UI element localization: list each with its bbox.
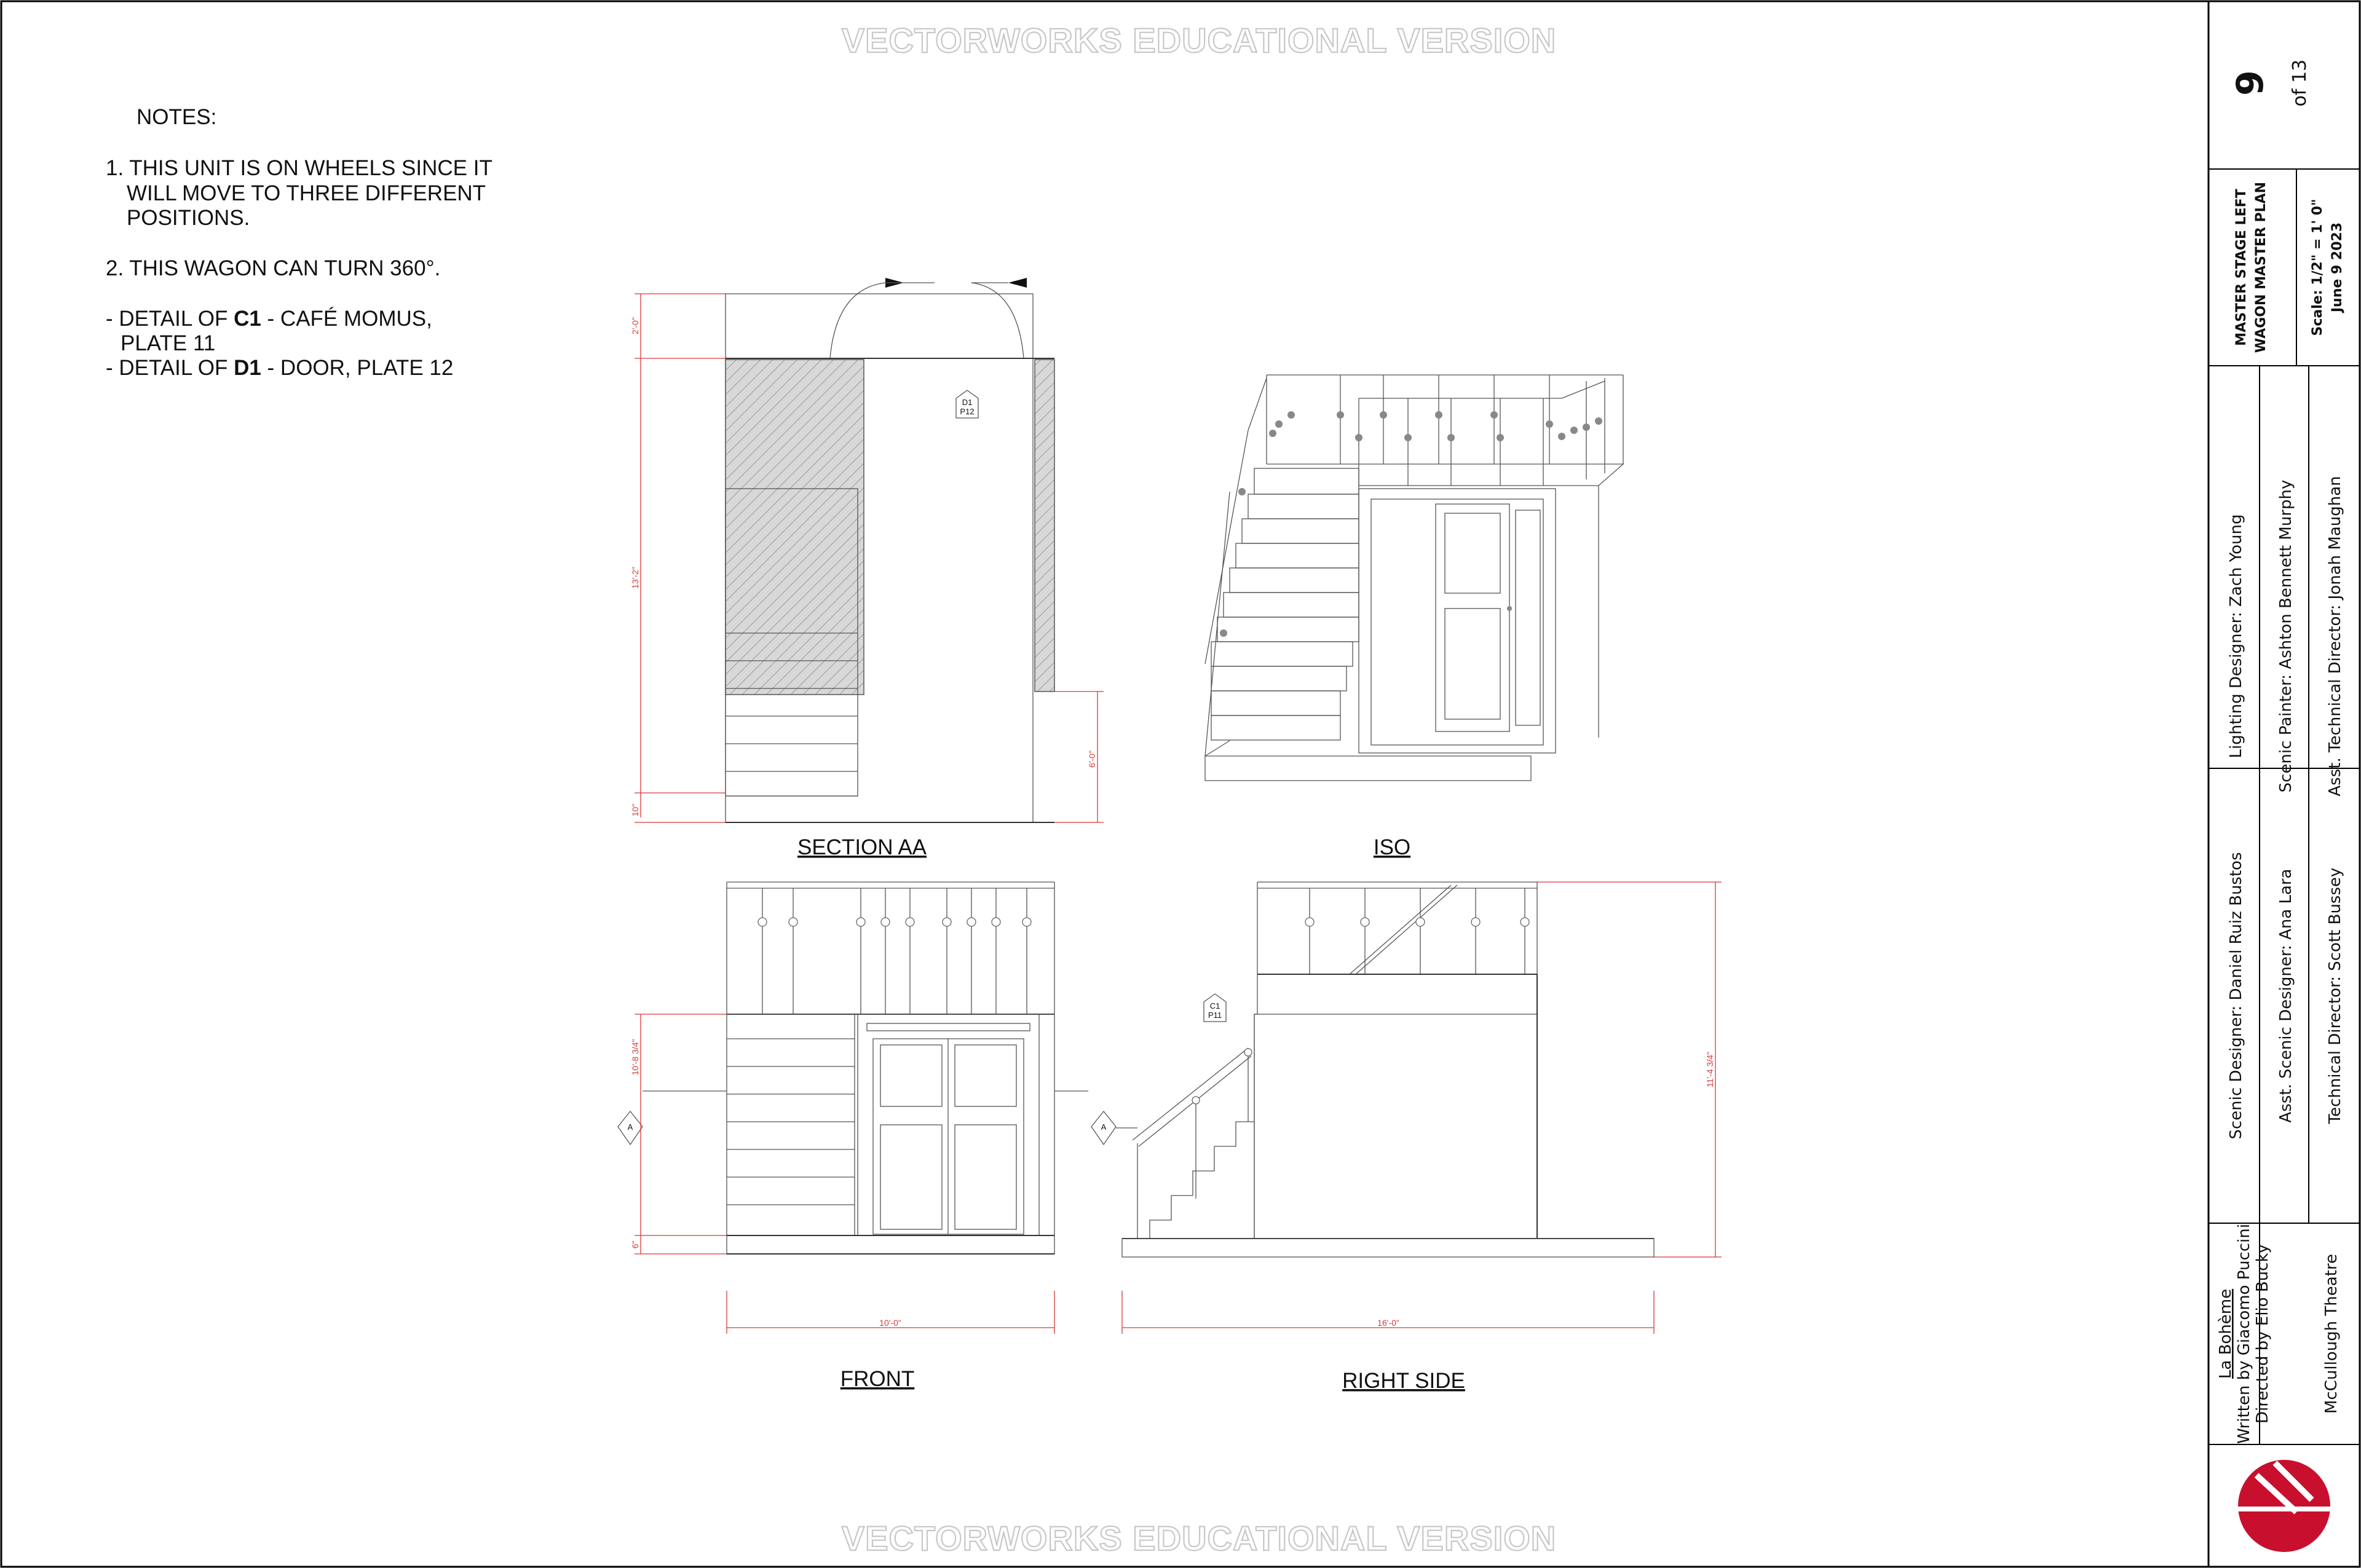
- swing-arrow-right: [1008, 278, 1027, 288]
- sheet-border: [1, 1, 2360, 1567]
- show-title: La Bohème: [2217, 1288, 2235, 1379]
- section-marker-a-right-label: A: [1101, 1122, 1107, 1132]
- right-side-view: [1091, 882, 1722, 1334]
- note-2: 2. THIS WAGON CAN TURN 360°.: [106, 256, 441, 280]
- section-wall-right: [1035, 360, 1054, 691]
- sheet-scale: Scale: 1/2" = 1' 0": [2310, 199, 2325, 336]
- tag-c1-code: C1: [1209, 1001, 1220, 1011]
- detail-d1: - DETAIL OF D1 - DOOR, PLATE 12: [106, 356, 454, 380]
- section-wall-left: [726, 360, 864, 695]
- notes-heading: NOTES:: [136, 105, 217, 129]
- sheet-title-line-2: WAGON MASTER PLAN: [2253, 181, 2269, 353]
- section-aa-view: [630, 278, 1104, 822]
- sheet-title-line-1: MASTER STAGE LEFT: [2234, 189, 2249, 346]
- watermark-bottom: VECTORWORKS EDUCATIONAL VERSION: [841, 1519, 1557, 1558]
- detail-c1: - DETAIL OF C1 - CAFÉ MOMUS,: [106, 307, 432, 331]
- tag-d1-code: D1: [962, 398, 973, 407]
- note-1-line-3: POSITIONS.: [127, 206, 250, 230]
- show-directed-by: Directed by Elio Bucky: [2253, 1244, 2272, 1424]
- front-view: [618, 882, 1088, 1334]
- dim-right-height: 11'-4 3/4": [1705, 1052, 1715, 1087]
- iso-view: [1205, 375, 1623, 781]
- label-iso: ISO: [1373, 835, 1411, 859]
- dim-front-base: 6": [630, 1240, 640, 1249]
- dim-right-width: 16'-0": [1377, 1318, 1399, 1328]
- notes-block: [106, 105, 492, 380]
- dim-section-mid: 13'-2": [630, 567, 640, 589]
- dim-section-bottom: 10": [630, 803, 640, 817]
- note-1-line-1: 1. THIS UNIT IS ON WHEELS SINCE IT: [106, 156, 492, 180]
- title-block: [2209, 1, 2360, 1567]
- tag-d1-plate: P12: [960, 407, 975, 416]
- detail-c1-line-2: PLATE 11: [121, 331, 216, 355]
- note-1-line-2: WILL MOVE TO THREE DIFFERENT: [127, 181, 486, 205]
- label-front: FRONT: [840, 1367, 915, 1391]
- sheet-total: of 13: [2289, 59, 2311, 107]
- venue: McCullough Theatre: [2322, 1253, 2341, 1414]
- sheet-number: 9: [2229, 70, 2272, 96]
- section-marker-a-left-label: A: [627, 1122, 633, 1132]
- label-section-aa: SECTION AA: [797, 835, 927, 859]
- sheet-date: June 9 2023: [2330, 222, 2345, 313]
- scenic-designer: Scenic Designer: Daniel Ruiz Bustos: [2227, 852, 2245, 1140]
- dim-section-right: 6'-0": [1087, 751, 1097, 768]
- asst-scenic-designer: Asst. Scenic Designer: Ana Lara: [2277, 869, 2295, 1123]
- tag-c1-plate: P11: [1208, 1011, 1222, 1020]
- watermark-top: VECTORWORKS EDUCATIONAL VERSION: [841, 21, 1557, 60]
- dim-front-width: 10'-0": [879, 1318, 901, 1328]
- asst-technical-director: Asst. Technical Director: Jonah Maughan: [2326, 476, 2344, 797]
- scenic-painter: Scenic Painter: Ashton Bennett Murphy: [2277, 479, 2295, 793]
- theatre-logo-icon: [2238, 1460, 2330, 1552]
- label-right-side: RIGHT SIDE: [1342, 1369, 1465, 1393]
- dim-front-height: 10'-8 3/4": [630, 1039, 640, 1076]
- lighting-designer: Lighting Designer: Zach Young: [2227, 514, 2245, 758]
- dim-section-top: 2'-0": [630, 317, 640, 334]
- technical-director: Technical Director: Scott Bussey: [2326, 867, 2344, 1124]
- show-written-by: Written by Giacomo Puccini: [2235, 1224, 2253, 1444]
